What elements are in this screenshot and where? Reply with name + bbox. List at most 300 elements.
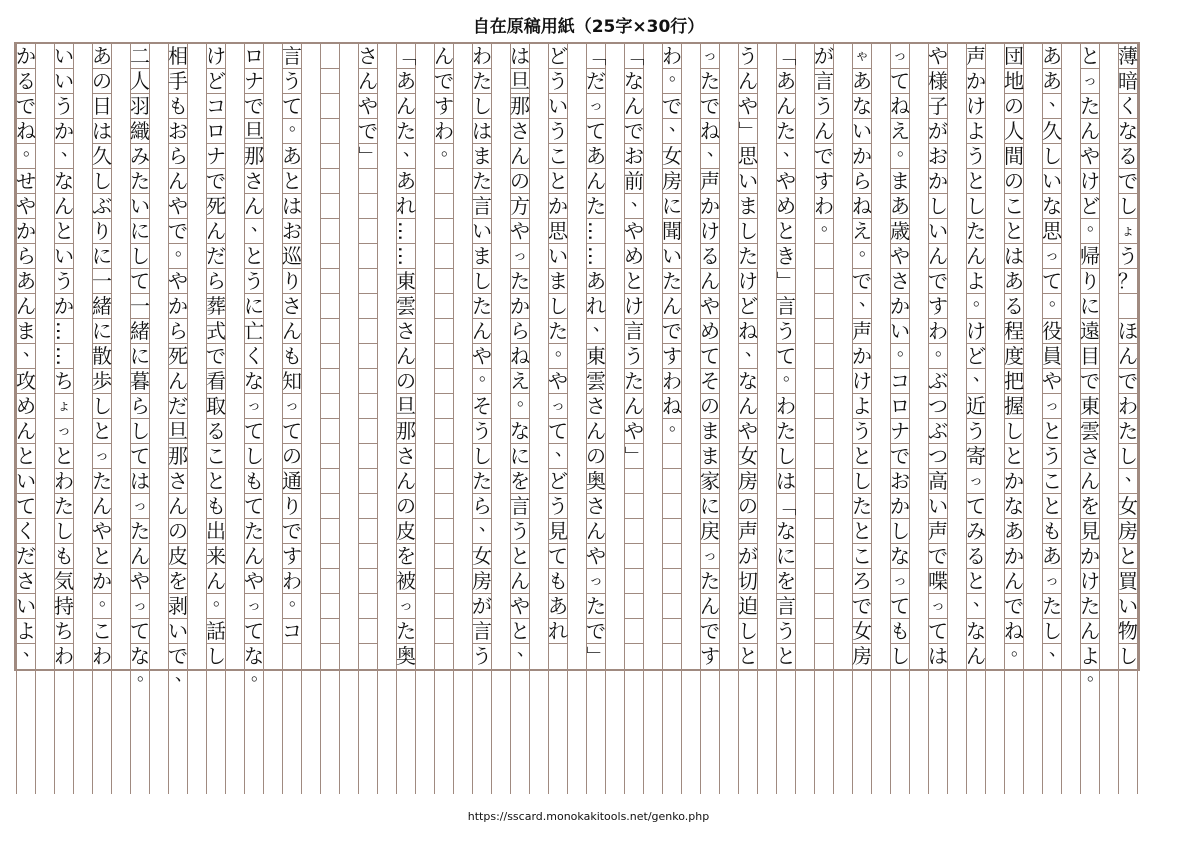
manuscript-column — [662, 44, 687, 794]
manuscript-cell — [283, 494, 301, 519]
manuscript-cell — [397, 419, 415, 444]
manuscript-cell — [929, 44, 947, 69]
manuscript-char: ね — [738, 319, 758, 343]
manuscript-cell — [511, 344, 529, 369]
manuscript-cell — [321, 419, 339, 444]
manuscript-char: … — [52, 321, 76, 341]
manuscript-cell — [587, 394, 605, 419]
manuscript-cell — [967, 94, 985, 119]
manuscript-cell — [853, 644, 871, 669]
manuscript-cell — [397, 594, 415, 619]
manuscript-char: と — [510, 619, 530, 643]
manuscript-cell — [435, 94, 453, 119]
manuscript-cell — [245, 319, 263, 344]
manuscript-cell — [853, 419, 871, 444]
manuscript-char: そ — [700, 369, 720, 393]
manuscript-cell — [584, 44, 608, 69]
manuscript-char: 女 — [1118, 494, 1138, 518]
manuscript-char: た — [472, 169, 492, 193]
manuscript-char: 思 — [738, 144, 758, 168]
manuscript-cell — [321, 519, 339, 544]
manuscript-char: し — [130, 244, 150, 268]
manuscript-char: ら — [510, 319, 530, 343]
manuscript-char: と — [1118, 544, 1138, 568]
manuscript-cell — [17, 419, 35, 444]
manuscript-cell — [207, 369, 225, 394]
manuscript-cell — [359, 619, 377, 644]
manuscript-column — [1004, 44, 1029, 794]
manuscript-cell — [549, 94, 567, 119]
manuscript-cell — [967, 444, 985, 469]
manuscript-char: 那 — [510, 94, 530, 118]
manuscript-char: 久 — [1042, 119, 1062, 143]
manuscript-char: 子 — [928, 94, 948, 118]
manuscript-cell — [321, 394, 339, 419]
manuscript-char: ん — [168, 169, 188, 193]
manuscript-char: か — [890, 294, 910, 318]
manuscript-cell — [1081, 619, 1099, 644]
manuscript-cell — [1005, 319, 1023, 344]
manuscript-char: だ — [586, 69, 606, 93]
manuscript-char: 看 — [206, 369, 226, 393]
manuscript-cell — [207, 519, 225, 544]
manuscript-char: な — [852, 94, 872, 118]
manuscript-char: 迫 — [738, 594, 758, 618]
manuscript-cell — [55, 444, 73, 469]
manuscript-char: 話 — [206, 619, 226, 643]
manuscript-char: 言 — [624, 319, 644, 343]
manuscript-cell — [473, 69, 491, 94]
manuscript-cell — [17, 569, 35, 594]
manuscript-cell — [131, 494, 149, 519]
manuscript-cell — [663, 619, 681, 644]
manuscript-char: 緒 — [92, 294, 112, 318]
manuscript-cell — [663, 319, 681, 344]
manuscript-char: た — [1080, 594, 1100, 618]
manuscript-char: ナ — [206, 144, 226, 168]
manuscript-char: ん — [16, 419, 36, 443]
manuscript-char: け — [700, 219, 720, 243]
manuscript-char: 間 — [1004, 144, 1024, 168]
manuscript-cell — [663, 644, 681, 669]
manuscript-cell — [169, 469, 187, 494]
manuscript-char: よ — [1080, 644, 1100, 668]
manuscript-cell — [587, 619, 605, 644]
manuscript-char: し — [890, 519, 910, 543]
manuscript-cell — [739, 369, 757, 394]
manuscript-cell — [1005, 294, 1023, 319]
manuscript-char: ら — [852, 169, 872, 193]
manuscript-char: 手 — [168, 69, 188, 93]
manuscript-char: 。 — [1087, 664, 1105, 685]
manuscript-cell — [359, 169, 377, 194]
manuscript-char: 言 — [472, 194, 492, 218]
manuscript-char: み — [966, 519, 986, 543]
manuscript-cell — [549, 494, 567, 519]
manuscript-char: た — [1118, 419, 1138, 443]
manuscript-cell — [397, 394, 415, 419]
manuscript-cell — [17, 244, 35, 269]
manuscript-cell — [169, 569, 187, 594]
manuscript-char: と — [206, 469, 226, 493]
manuscript-char: う — [244, 269, 264, 293]
manuscript-cell — [853, 469, 871, 494]
manuscript-cell — [929, 544, 947, 569]
manuscript-cell — [473, 219, 491, 244]
manuscript-column — [130, 44, 155, 794]
manuscript-cell — [1043, 369, 1061, 394]
manuscript-char: な — [966, 619, 986, 643]
manuscript-char: ま — [472, 144, 492, 168]
manuscript-char: 暮 — [130, 369, 150, 393]
manuscript-char: 思 — [1042, 219, 1062, 243]
manuscript-cell — [131, 194, 149, 219]
manuscript-cell — [511, 594, 529, 619]
manuscript-cell — [929, 644, 947, 669]
manuscript-cell — [587, 94, 605, 119]
manuscript-column — [774, 44, 801, 794]
manuscript-cell — [207, 494, 225, 519]
manuscript-char: て — [548, 544, 568, 568]
manuscript-cell — [473, 469, 491, 494]
manuscript-cell — [245, 369, 263, 394]
manuscript-cell — [815, 69, 833, 94]
manuscript-char: な — [1004, 494, 1024, 518]
manuscript-cell — [622, 444, 646, 469]
manuscript-char: 、 — [593, 314, 611, 335]
manuscript-cell — [1081, 319, 1099, 344]
manuscript-cell — [321, 369, 339, 394]
manuscript-cell — [1043, 639, 1067, 669]
manuscript-cell — [207, 244, 225, 269]
manuscript-cell — [1081, 119, 1099, 144]
manuscript-cell — [777, 139, 801, 169]
manuscript-column — [510, 44, 535, 794]
manuscript-char: 被 — [396, 569, 416, 593]
manuscript-cell — [435, 344, 453, 369]
manuscript-cell — [1119, 619, 1137, 644]
manuscript-cell — [131, 269, 149, 294]
manuscript-char: 羽 — [130, 94, 150, 118]
manuscript-char: 皮 — [168, 544, 188, 568]
manuscript-cell — [701, 194, 719, 219]
manuscript-cell — [967, 364, 991, 394]
manuscript-cell — [777, 394, 795, 419]
manuscript-char: 。 — [137, 664, 155, 685]
manuscript-char: い — [130, 194, 150, 218]
manuscript-char: と — [738, 644, 758, 668]
manuscript-cell — [777, 169, 795, 194]
manuscript-cell — [663, 169, 681, 194]
manuscript-cell — [739, 444, 757, 469]
manuscript-char: う — [966, 419, 986, 443]
manuscript-char: 見 — [548, 519, 568, 543]
manuscript-char: で — [282, 519, 302, 543]
manuscript-cell — [815, 44, 833, 69]
manuscript-char: 買 — [1118, 569, 1138, 593]
manuscript-cell — [815, 369, 833, 394]
manuscript-char: 房 — [472, 569, 492, 593]
manuscript-char: わ — [54, 469, 74, 493]
manuscript-char: い — [928, 219, 948, 243]
manuscript-char: よ — [16, 619, 36, 643]
manuscript-char: と — [776, 644, 796, 668]
manuscript-char: 雲 — [396, 294, 416, 318]
manuscript-char: ゃ — [855, 48, 869, 64]
manuscript-cell — [967, 589, 991, 619]
manuscript-char: あ — [586, 144, 606, 168]
manuscript-char: で — [852, 594, 872, 618]
manuscript-cell — [93, 119, 111, 144]
manuscript-char: っ — [1083, 73, 1097, 89]
manuscript-char: あ — [282, 144, 302, 168]
manuscript-char: ん — [358, 69, 378, 93]
manuscript-cell — [853, 594, 871, 619]
manuscript-char: に — [130, 219, 150, 243]
manuscript-char: て — [282, 94, 302, 118]
manuscript-cell — [1043, 44, 1061, 69]
manuscript-cell — [891, 544, 909, 569]
manuscript-char: あ — [1042, 69, 1062, 93]
manuscript-column — [852, 44, 877, 794]
manuscript-cell — [1119, 44, 1137, 69]
manuscript-cell — [549, 44, 567, 69]
manuscript-cell — [967, 519, 985, 544]
manuscript-char: や — [510, 219, 530, 243]
manuscript-char: 薄 — [1118, 44, 1138, 68]
manuscript-cell — [283, 519, 301, 544]
manuscript-char: 。 — [897, 339, 915, 360]
manuscript-cell — [283, 69, 301, 94]
manuscript-char: を — [1080, 494, 1100, 518]
manuscript-char: で — [206, 169, 226, 193]
manuscript-cell — [93, 519, 111, 544]
manuscript-char: え — [510, 369, 530, 393]
manuscript-cell — [511, 169, 529, 194]
manuscript-char: さ — [890, 269, 910, 293]
manuscript-char: 攻 — [16, 369, 36, 393]
manuscript-char: て — [130, 269, 150, 293]
manuscript-cell — [1081, 94, 1099, 119]
manuscript-char: し — [738, 219, 758, 243]
manuscript-char: … — [584, 221, 608, 241]
manuscript-column — [282, 44, 307, 794]
manuscript-char: っ — [247, 598, 261, 614]
manuscript-cell — [245, 394, 263, 419]
manuscript-cell — [1119, 519, 1137, 544]
manuscript-char: か — [510, 294, 530, 318]
manuscript-cell — [891, 619, 909, 644]
manuscript-char: ん — [472, 319, 492, 343]
manuscript-cell — [131, 469, 149, 494]
manuscript-cell — [625, 619, 643, 644]
manuscript-cell — [853, 239, 877, 269]
manuscript-char: い — [16, 594, 36, 618]
manuscript-cell — [625, 344, 643, 369]
manuscript-char: う — [814, 94, 834, 118]
manuscript-cell — [359, 519, 377, 544]
manuscript-cell — [131, 594, 149, 619]
manuscript-cell — [891, 294, 909, 319]
manuscript-cell — [853, 44, 871, 69]
manuscript-char: か — [1004, 544, 1024, 568]
manuscript-char: か — [966, 69, 986, 93]
manuscript-char: け — [738, 269, 758, 293]
manuscript-cell — [1043, 289, 1067, 319]
manuscript-char: の — [396, 494, 416, 518]
manuscript-cell — [321, 94, 339, 119]
manuscript-cell — [891, 519, 909, 544]
manuscript-cell — [929, 119, 947, 144]
manuscript-cell — [55, 644, 73, 669]
manuscript-cell — [1005, 94, 1023, 119]
manuscript-char: け — [966, 94, 986, 118]
manuscript-char: っ — [703, 48, 717, 64]
manuscript-char: う — [472, 419, 492, 443]
footer-url: https://sscard.monokakitools.net/genko.php — [467, 810, 710, 823]
manuscript-cell — [511, 94, 529, 119]
manuscript-char: あ — [852, 69, 872, 93]
manuscript-char: ど — [548, 469, 568, 493]
manuscript-char: ぶ — [928, 419, 948, 443]
manuscript-cell — [1119, 319, 1137, 344]
manuscript-cell — [397, 294, 415, 319]
manuscript-cell — [891, 219, 909, 244]
manuscript-cell — [169, 444, 187, 469]
manuscript-char: た — [472, 294, 492, 318]
manuscript-cell — [397, 69, 415, 94]
manuscript-char: ど — [548, 44, 568, 68]
manuscript-char: わ — [282, 569, 302, 593]
manuscript-char: 女 — [662, 144, 682, 168]
manuscript-char: う — [54, 269, 74, 293]
manuscript-cell — [929, 419, 947, 444]
manuscript-char: に — [510, 444, 530, 468]
manuscript-cell — [397, 544, 415, 569]
manuscript-char: し — [738, 619, 758, 643]
manuscript-cell — [394, 44, 418, 69]
manuscript-cell — [321, 569, 339, 594]
manuscript-char: や — [928, 44, 948, 68]
manuscript-char: し — [92, 394, 112, 418]
manuscript-cell — [701, 319, 719, 344]
manuscript-char: っ — [513, 248, 527, 264]
manuscript-char: わ — [472, 44, 492, 68]
manuscript-cell — [93, 444, 111, 469]
manuscript-char: た — [662, 269, 682, 293]
manuscript-cell — [359, 269, 377, 294]
manuscript-cell — [283, 269, 301, 294]
manuscript-cell — [815, 319, 833, 344]
manuscript-char: の — [168, 519, 188, 543]
manuscript-cell — [815, 494, 833, 519]
manuscript-cell — [891, 644, 909, 669]
manuscript-char: し — [1042, 144, 1062, 168]
manuscript-cell — [93, 144, 111, 169]
manuscript-cell — [929, 469, 947, 494]
manuscript-cell — [736, 119, 760, 144]
manuscript-char: 。 — [859, 239, 877, 260]
manuscript-cell — [701, 139, 725, 169]
manuscript-char: て — [1042, 269, 1062, 293]
manuscript-cell — [967, 419, 985, 444]
manuscript-char: お — [928, 144, 948, 168]
manuscript-cell — [283, 219, 301, 244]
manuscript-cell — [815, 569, 833, 594]
manuscript-cell — [587, 69, 605, 94]
manuscript-cell — [52, 319, 76, 344]
manuscript-char: に — [130, 344, 150, 368]
manuscript-cell — [815, 119, 833, 144]
manuscript-cell — [1119, 644, 1137, 669]
manuscript-char: ま — [700, 444, 720, 468]
manuscript-char: た — [700, 69, 720, 93]
manuscript-cell — [853, 494, 871, 519]
manuscript-cell — [777, 319, 795, 344]
manuscript-char: し — [206, 644, 226, 668]
manuscript-char: と — [54, 219, 74, 243]
manuscript-char: て — [928, 619, 948, 643]
manuscript-char: と — [548, 169, 568, 193]
manuscript-cell — [1005, 639, 1029, 669]
manuscript-char: す — [282, 544, 302, 568]
manuscript-char: ん — [130, 544, 150, 568]
manuscript-cell — [245, 94, 263, 119]
manuscript-cell — [967, 144, 985, 169]
manuscript-cell — [473, 444, 491, 469]
manuscript-cell — [625, 269, 643, 294]
manuscript-cell — [967, 219, 985, 244]
manuscript-char: 。 — [897, 139, 915, 160]
manuscript-char: 方 — [510, 194, 530, 218]
manuscript-cell — [929, 219, 947, 244]
manuscript-cell — [55, 494, 73, 519]
manuscript-cell — [473, 194, 491, 219]
manuscript-cell — [93, 294, 111, 319]
manuscript-char: は — [1004, 244, 1024, 268]
manuscript-char: 役 — [1042, 319, 1062, 343]
manuscript-char: あ — [1042, 544, 1062, 568]
manuscript-char: 声 — [928, 519, 948, 543]
manuscript-cell — [663, 64, 687, 94]
manuscript-cell — [1081, 469, 1099, 494]
manuscript-cell — [321, 444, 339, 469]
manuscript-cell — [1043, 469, 1061, 494]
manuscript-cell — [929, 619, 947, 644]
manuscript-char: 旦 — [510, 69, 530, 93]
manuscript-cell — [55, 594, 73, 619]
manuscript-char: し — [852, 469, 872, 493]
manuscript-char: で — [168, 644, 188, 668]
manuscript-char: で — [928, 544, 948, 568]
manuscript-cell — [359, 394, 377, 419]
manuscript-cell — [549, 369, 567, 394]
manuscript-cell — [587, 519, 605, 544]
manuscript-char: で — [890, 444, 910, 468]
manuscript-char: し — [1118, 444, 1138, 468]
manuscript-char: る — [206, 419, 226, 443]
manuscript-cell — [777, 544, 795, 569]
manuscript-cell — [321, 69, 339, 94]
manuscript-char: 剥 — [168, 594, 188, 618]
manuscript-column — [814, 44, 839, 794]
manuscript-char: と — [852, 519, 872, 543]
manuscript-char: は — [928, 644, 948, 668]
manuscript-cell — [397, 519, 415, 544]
manuscript-cell — [701, 44, 719, 69]
manuscript-cell — [929, 494, 947, 519]
manuscript-cell — [774, 269, 798, 294]
